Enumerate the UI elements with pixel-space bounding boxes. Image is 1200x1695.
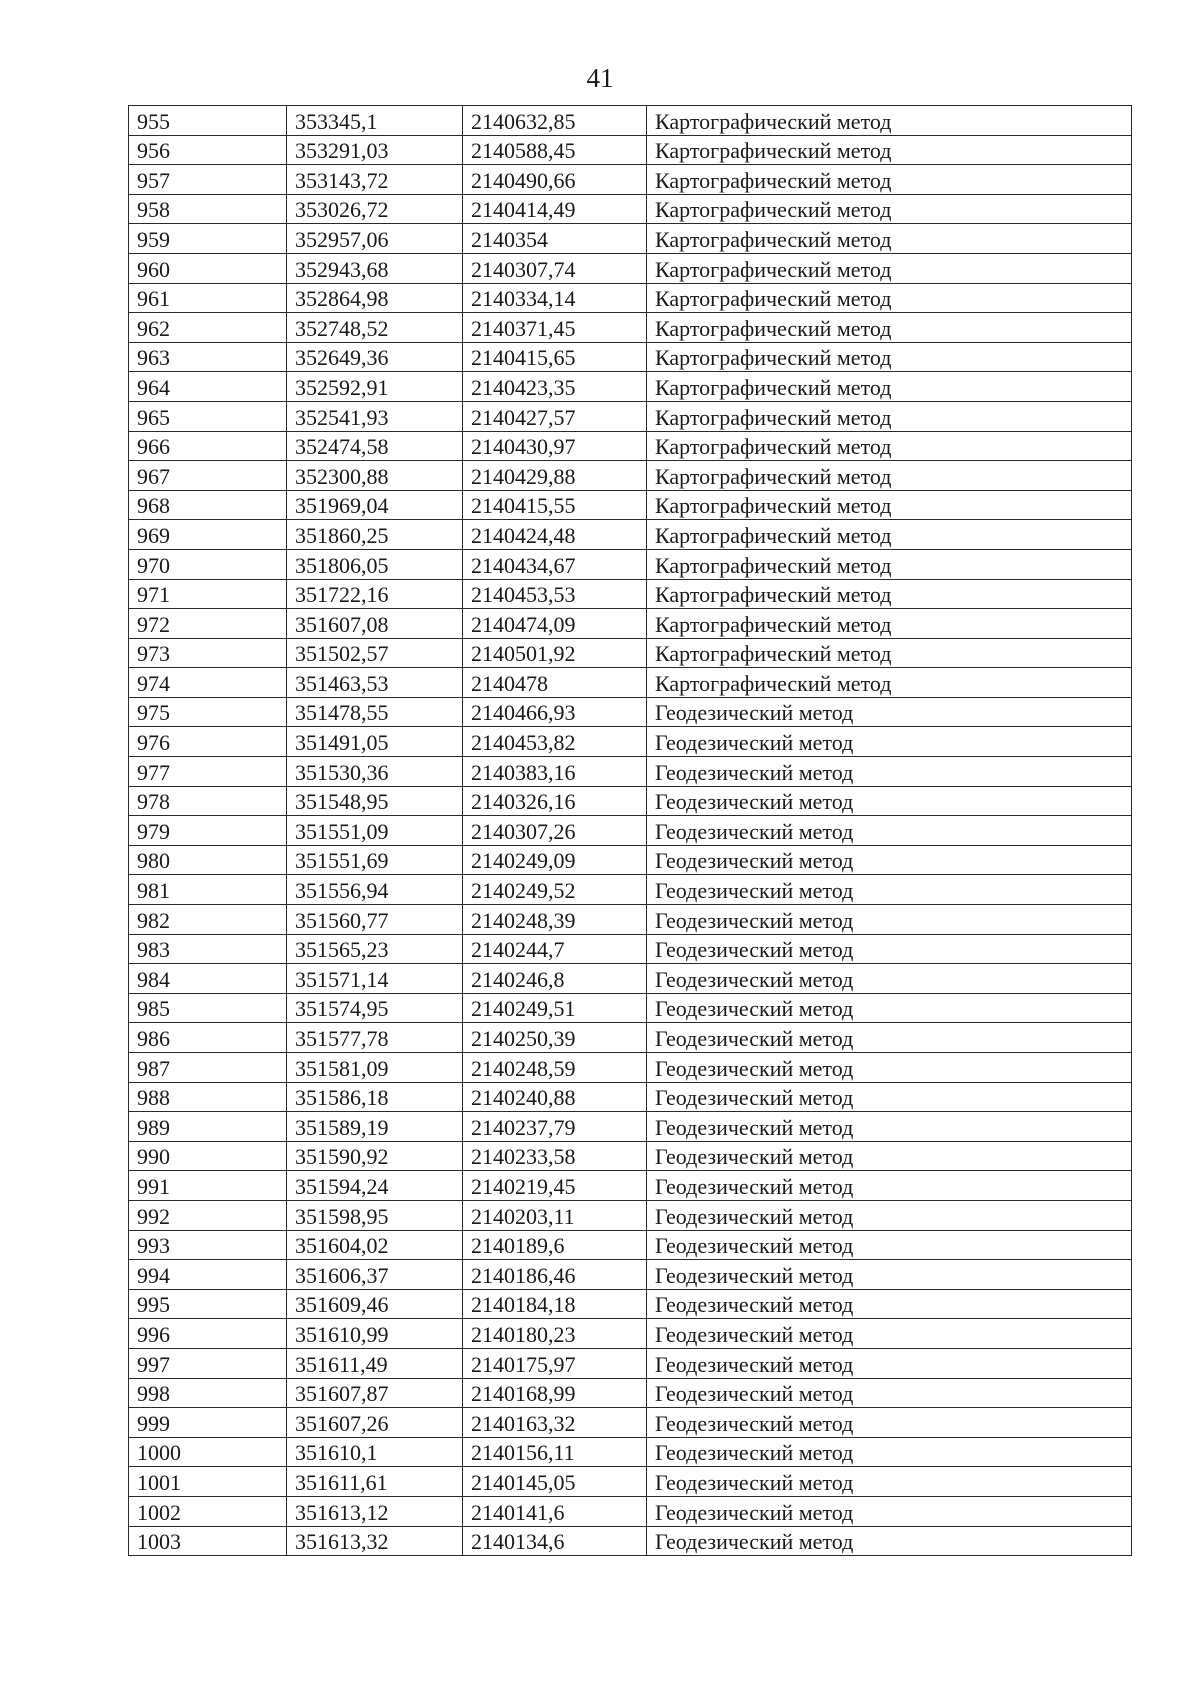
point-number-cell: 974 xyxy=(129,668,287,698)
y-coordinate-cell: 2140180,23 xyxy=(463,1319,647,1349)
method-cell: Картографический метод xyxy=(647,342,1132,372)
x-coordinate-cell: 351806,05 xyxy=(287,549,463,579)
y-coordinate-cell: 2140415,65 xyxy=(463,342,647,372)
x-coordinate-cell: 351502,57 xyxy=(287,638,463,668)
x-coordinate-cell: 351548,95 xyxy=(287,786,463,816)
point-number-cell: 959 xyxy=(129,224,287,254)
table-row xyxy=(129,520,1132,550)
table-row xyxy=(129,757,1132,787)
point-number-cell: 965 xyxy=(129,401,287,431)
method-cell: Геодезический метод xyxy=(647,1053,1132,1083)
x-coordinate-cell: 352541,93 xyxy=(287,401,463,431)
table-row xyxy=(129,461,1132,491)
y-coordinate-cell: 2140474,09 xyxy=(463,609,647,639)
x-coordinate-cell: 352957,06 xyxy=(287,224,463,254)
table-row xyxy=(129,1348,1132,1378)
table-row xyxy=(129,165,1132,195)
y-coordinate-cell: 2140248,59 xyxy=(463,1053,647,1083)
y-coordinate-cell: 2140424,48 xyxy=(463,520,647,550)
x-coordinate-cell: 351478,55 xyxy=(287,697,463,727)
point-number-cell: 977 xyxy=(129,757,287,787)
x-coordinate-cell: 351606,37 xyxy=(287,1260,463,1290)
coordinates-table xyxy=(128,105,1132,1556)
table-row xyxy=(129,549,1132,579)
point-number-cell: 997 xyxy=(129,1348,287,1378)
table-row xyxy=(129,638,1132,668)
point-number-cell: 986 xyxy=(129,1023,287,1053)
x-coordinate-cell: 351556,94 xyxy=(287,875,463,905)
point-number-cell: 1000 xyxy=(129,1437,287,1467)
point-number-cell: 994 xyxy=(129,1260,287,1290)
method-cell: Картографический метод xyxy=(647,372,1132,402)
method-cell: Геодезический метод xyxy=(647,1260,1132,1290)
point-number-cell: 964 xyxy=(129,372,287,402)
method-cell: Картографический метод xyxy=(647,579,1132,609)
table-row xyxy=(129,313,1132,343)
x-coordinate-cell: 351589,19 xyxy=(287,1112,463,1142)
y-coordinate-cell: 2140168,99 xyxy=(463,1378,647,1408)
table-row xyxy=(129,1378,1132,1408)
table-row xyxy=(129,1496,1132,1526)
y-coordinate-cell: 2140184,18 xyxy=(463,1289,647,1319)
y-coordinate-cell: 2140430,97 xyxy=(463,431,647,461)
y-coordinate-cell: 2140501,92 xyxy=(463,638,647,668)
point-number-cell: 995 xyxy=(129,1289,287,1319)
method-cell: Картографический метод xyxy=(647,194,1132,224)
method-cell: Геодезический метод xyxy=(647,1348,1132,1378)
x-coordinate-cell: 351577,78 xyxy=(287,1023,463,1053)
y-coordinate-cell: 2140237,79 xyxy=(463,1112,647,1142)
y-coordinate-cell: 2140371,45 xyxy=(463,313,647,343)
method-cell: Картографический метод xyxy=(647,549,1132,579)
point-number-cell: 992 xyxy=(129,1200,287,1230)
y-coordinate-cell: 2140354 xyxy=(463,224,647,254)
table-row xyxy=(129,845,1132,875)
y-coordinate-cell: 2140175,97 xyxy=(463,1348,647,1378)
x-coordinate-cell: 351860,25 xyxy=(287,520,463,550)
y-coordinate-cell: 2140203,11 xyxy=(463,1200,647,1230)
method-cell: Геодезический метод xyxy=(647,1112,1132,1142)
x-coordinate-cell: 351607,26 xyxy=(287,1408,463,1438)
y-coordinate-cell: 2140156,11 xyxy=(463,1437,647,1467)
point-number-cell: 988 xyxy=(129,1082,287,1112)
table-row xyxy=(129,993,1132,1023)
x-coordinate-cell: 352474,58 xyxy=(287,431,463,461)
y-coordinate-cell: 2140219,45 xyxy=(463,1171,647,1201)
y-coordinate-cell: 2140453,53 xyxy=(463,579,647,609)
y-coordinate-cell: 2140415,55 xyxy=(463,490,647,520)
table-row xyxy=(129,1260,1132,1290)
point-number-cell: 969 xyxy=(129,520,287,550)
y-coordinate-cell: 2140249,09 xyxy=(463,845,647,875)
y-coordinate-cell: 2140414,49 xyxy=(463,194,647,224)
method-cell: Геодезический метод xyxy=(647,1496,1132,1526)
table-row xyxy=(129,1408,1132,1438)
method-cell: Картографический метод xyxy=(647,461,1132,491)
method-cell: Картографический метод xyxy=(647,490,1132,520)
x-coordinate-cell: 351598,95 xyxy=(287,1200,463,1230)
table-row xyxy=(129,875,1132,905)
point-number-cell: 966 xyxy=(129,431,287,461)
x-coordinate-cell: 351722,16 xyxy=(287,579,463,609)
x-coordinate-cell: 351604,02 xyxy=(287,1230,463,1260)
y-coordinate-cell: 2140434,67 xyxy=(463,549,647,579)
table-row xyxy=(129,194,1132,224)
x-coordinate-cell: 351594,24 xyxy=(287,1171,463,1201)
x-coordinate-cell: 351551,69 xyxy=(287,845,463,875)
table-row xyxy=(129,224,1132,254)
point-number-cell: 996 xyxy=(129,1319,287,1349)
y-coordinate-cell: 2140250,39 xyxy=(463,1023,647,1053)
table-row xyxy=(129,1526,1132,1556)
table-row xyxy=(129,964,1132,994)
table-row xyxy=(129,1141,1132,1171)
table-row xyxy=(129,579,1132,609)
y-coordinate-cell: 2140466,93 xyxy=(463,697,647,727)
table-row xyxy=(129,697,1132,727)
method-cell: Геодезический метод xyxy=(647,697,1132,727)
y-coordinate-cell: 2140307,26 xyxy=(463,816,647,846)
table-row xyxy=(129,1053,1132,1083)
point-number-cell: 990 xyxy=(129,1141,287,1171)
x-coordinate-cell: 351590,92 xyxy=(287,1141,463,1171)
y-coordinate-cell: 2140427,57 xyxy=(463,401,647,431)
method-cell: Геодезический метод xyxy=(647,727,1132,757)
table-body xyxy=(129,106,1132,1556)
method-cell: Картографический метод xyxy=(647,609,1132,639)
method-cell: Геодезический метод xyxy=(647,1171,1132,1201)
method-cell: Картографический метод xyxy=(647,224,1132,254)
y-coordinate-cell: 2140246,8 xyxy=(463,964,647,994)
table-row xyxy=(129,1023,1132,1053)
x-coordinate-cell: 351613,12 xyxy=(287,1496,463,1526)
point-number-cell: 972 xyxy=(129,609,287,639)
point-number-cell: 971 xyxy=(129,579,287,609)
x-coordinate-cell: 351613,32 xyxy=(287,1526,463,1556)
table-row xyxy=(129,816,1132,846)
y-coordinate-cell: 2140453,82 xyxy=(463,727,647,757)
table-row xyxy=(129,1467,1132,1497)
x-coordinate-cell: 351969,04 xyxy=(287,490,463,520)
method-cell: Геодезический метод xyxy=(647,905,1132,935)
point-number-cell: 991 xyxy=(129,1171,287,1201)
x-coordinate-cell: 352300,88 xyxy=(287,461,463,491)
point-number-cell: 973 xyxy=(129,638,287,668)
point-number-cell: 967 xyxy=(129,461,287,491)
x-coordinate-cell: 352748,52 xyxy=(287,313,463,343)
y-coordinate-cell: 2140240,88 xyxy=(463,1082,647,1112)
table-row xyxy=(129,1200,1132,1230)
x-coordinate-cell: 351491,05 xyxy=(287,727,463,757)
table-row xyxy=(129,609,1132,639)
y-coordinate-cell: 2140244,7 xyxy=(463,934,647,964)
method-cell: Геодезический метод xyxy=(647,1230,1132,1260)
method-cell: Геодезический метод xyxy=(647,1526,1132,1556)
method-cell: Картографический метод xyxy=(647,106,1132,136)
table-row xyxy=(129,1230,1132,1260)
x-coordinate-cell: 351586,18 xyxy=(287,1082,463,1112)
x-coordinate-cell: 351463,53 xyxy=(287,668,463,698)
point-number-cell: 987 xyxy=(129,1053,287,1083)
table-row xyxy=(129,342,1132,372)
point-number-cell: 962 xyxy=(129,313,287,343)
point-number-cell: 976 xyxy=(129,727,287,757)
point-number-cell: 960 xyxy=(129,253,287,283)
x-coordinate-cell: 351607,08 xyxy=(287,609,463,639)
y-coordinate-cell: 2140248,39 xyxy=(463,905,647,935)
y-coordinate-cell: 2140423,35 xyxy=(463,372,647,402)
point-number-cell: 955 xyxy=(129,106,287,136)
y-coordinate-cell: 2140249,52 xyxy=(463,875,647,905)
point-number-cell: 957 xyxy=(129,165,287,195)
point-number-cell: 993 xyxy=(129,1230,287,1260)
y-coordinate-cell: 2140134,6 xyxy=(463,1526,647,1556)
page-number: 41 xyxy=(586,63,614,93)
y-coordinate-cell: 2140307,74 xyxy=(463,253,647,283)
table-row xyxy=(129,668,1132,698)
method-cell: Геодезический метод xyxy=(647,816,1132,846)
y-coordinate-cell: 2140145,05 xyxy=(463,1467,647,1497)
method-cell: Геодезический метод xyxy=(647,964,1132,994)
method-cell: Геодезический метод xyxy=(647,1467,1132,1497)
method-cell: Геодезический метод xyxy=(647,1082,1132,1112)
method-cell: Геодезический метод xyxy=(647,934,1132,964)
point-number-cell: 979 xyxy=(129,816,287,846)
method-cell: Геодезический метод xyxy=(647,1289,1132,1319)
point-number-cell: 958 xyxy=(129,194,287,224)
table-row xyxy=(129,1082,1132,1112)
method-cell: Геодезический метод xyxy=(647,757,1132,787)
method-cell: Геодезический метод xyxy=(647,845,1132,875)
point-number-cell: 982 xyxy=(129,905,287,935)
x-coordinate-cell: 352592,91 xyxy=(287,372,463,402)
point-number-cell: 1003 xyxy=(129,1526,287,1556)
method-cell: Геодезический метод xyxy=(647,875,1132,905)
method-cell: Геодезический метод xyxy=(647,993,1132,1023)
point-number-cell: 961 xyxy=(129,283,287,313)
method-cell: Геодезический метод xyxy=(647,1437,1132,1467)
point-number-cell: 1001 xyxy=(129,1467,287,1497)
y-coordinate-cell: 2140233,58 xyxy=(463,1141,647,1171)
x-coordinate-cell: 351560,77 xyxy=(287,905,463,935)
method-cell: Картографический метод xyxy=(647,668,1132,698)
table-row xyxy=(129,786,1132,816)
table-row xyxy=(129,253,1132,283)
point-number-cell: 984 xyxy=(129,964,287,994)
method-cell: Картографический метод xyxy=(647,165,1132,195)
y-coordinate-cell: 2140186,46 xyxy=(463,1260,647,1290)
x-coordinate-cell: 353291,03 xyxy=(287,135,463,165)
x-coordinate-cell: 353026,72 xyxy=(287,194,463,224)
point-number-cell: 980 xyxy=(129,845,287,875)
point-number-cell: 963 xyxy=(129,342,287,372)
table-row xyxy=(129,727,1132,757)
x-coordinate-cell: 351581,09 xyxy=(287,1053,463,1083)
point-number-cell: 978 xyxy=(129,786,287,816)
method-cell: Геодезический метод xyxy=(647,1200,1132,1230)
point-number-cell: 956 xyxy=(129,135,287,165)
y-coordinate-cell: 2140478 xyxy=(463,668,647,698)
x-coordinate-cell: 351565,23 xyxy=(287,934,463,964)
x-coordinate-cell: 351611,61 xyxy=(287,1467,463,1497)
y-coordinate-cell: 2140249,51 xyxy=(463,993,647,1023)
y-coordinate-cell: 2140326,16 xyxy=(463,786,647,816)
x-coordinate-cell: 352864,98 xyxy=(287,283,463,313)
table-row xyxy=(129,1437,1132,1467)
method-cell: Геодезический метод xyxy=(647,1141,1132,1171)
x-coordinate-cell: 351609,46 xyxy=(287,1289,463,1319)
method-cell: Геодезический метод xyxy=(647,1023,1132,1053)
point-number-cell: 968 xyxy=(129,490,287,520)
table-row xyxy=(129,1112,1132,1142)
x-coordinate-cell: 353143,72 xyxy=(287,165,463,195)
table-row xyxy=(129,106,1132,136)
y-coordinate-cell: 2140189,6 xyxy=(463,1230,647,1260)
method-cell: Картографический метод xyxy=(647,638,1132,668)
x-coordinate-cell: 353345,1 xyxy=(287,106,463,136)
point-number-cell: 1002 xyxy=(129,1496,287,1526)
method-cell: Картографический метод xyxy=(647,283,1132,313)
table-row xyxy=(129,490,1132,520)
table-row xyxy=(129,401,1132,431)
table-row xyxy=(129,431,1132,461)
point-number-cell: 985 xyxy=(129,993,287,1023)
point-number-cell: 981 xyxy=(129,875,287,905)
point-number-cell: 975 xyxy=(129,697,287,727)
x-coordinate-cell: 351607,87 xyxy=(287,1378,463,1408)
method-cell: Картографический метод xyxy=(647,401,1132,431)
method-cell: Картографический метод xyxy=(647,253,1132,283)
table-row xyxy=(129,372,1132,402)
method-cell: Картографический метод xyxy=(647,135,1132,165)
y-coordinate-cell: 2140163,32 xyxy=(463,1408,647,1438)
method-cell: Геодезический метод xyxy=(647,1319,1132,1349)
table-row xyxy=(129,1289,1132,1319)
x-coordinate-cell: 352943,68 xyxy=(287,253,463,283)
x-coordinate-cell: 351571,14 xyxy=(287,964,463,994)
y-coordinate-cell: 2140429,88 xyxy=(463,461,647,491)
x-coordinate-cell: 351611,49 xyxy=(287,1348,463,1378)
table-row xyxy=(129,934,1132,964)
point-number-cell: 970 xyxy=(129,549,287,579)
point-number-cell: 989 xyxy=(129,1112,287,1142)
method-cell: Картографический метод xyxy=(647,431,1132,461)
method-cell: Картографический метод xyxy=(647,313,1132,343)
method-cell: Картографический метод xyxy=(647,520,1132,550)
y-coordinate-cell: 2140383,16 xyxy=(463,757,647,787)
method-cell: Геодезический метод xyxy=(647,786,1132,816)
point-number-cell: 998 xyxy=(129,1378,287,1408)
table-row xyxy=(129,1171,1132,1201)
y-coordinate-cell: 2140588,45 xyxy=(463,135,647,165)
x-coordinate-cell: 351610,1 xyxy=(287,1437,463,1467)
y-coordinate-cell: 2140334,14 xyxy=(463,283,647,313)
table-row xyxy=(129,135,1132,165)
x-coordinate-cell: 352649,36 xyxy=(287,342,463,372)
point-number-cell: 999 xyxy=(129,1408,287,1438)
table-row xyxy=(129,283,1132,313)
x-coordinate-cell: 351610,99 xyxy=(287,1319,463,1349)
x-coordinate-cell: 351551,09 xyxy=(287,816,463,846)
point-number-cell: 983 xyxy=(129,934,287,964)
y-coordinate-cell: 2140490,66 xyxy=(463,165,647,195)
method-cell: Геодезический метод xyxy=(647,1408,1132,1438)
table-row xyxy=(129,905,1132,935)
table-row xyxy=(129,1319,1132,1349)
x-coordinate-cell: 351574,95 xyxy=(287,993,463,1023)
x-coordinate-cell: 351530,36 xyxy=(287,757,463,787)
method-cell: Геодезический метод xyxy=(647,1378,1132,1408)
y-coordinate-cell: 2140632,85 xyxy=(463,106,647,136)
y-coordinate-cell: 2140141,6 xyxy=(463,1496,647,1526)
